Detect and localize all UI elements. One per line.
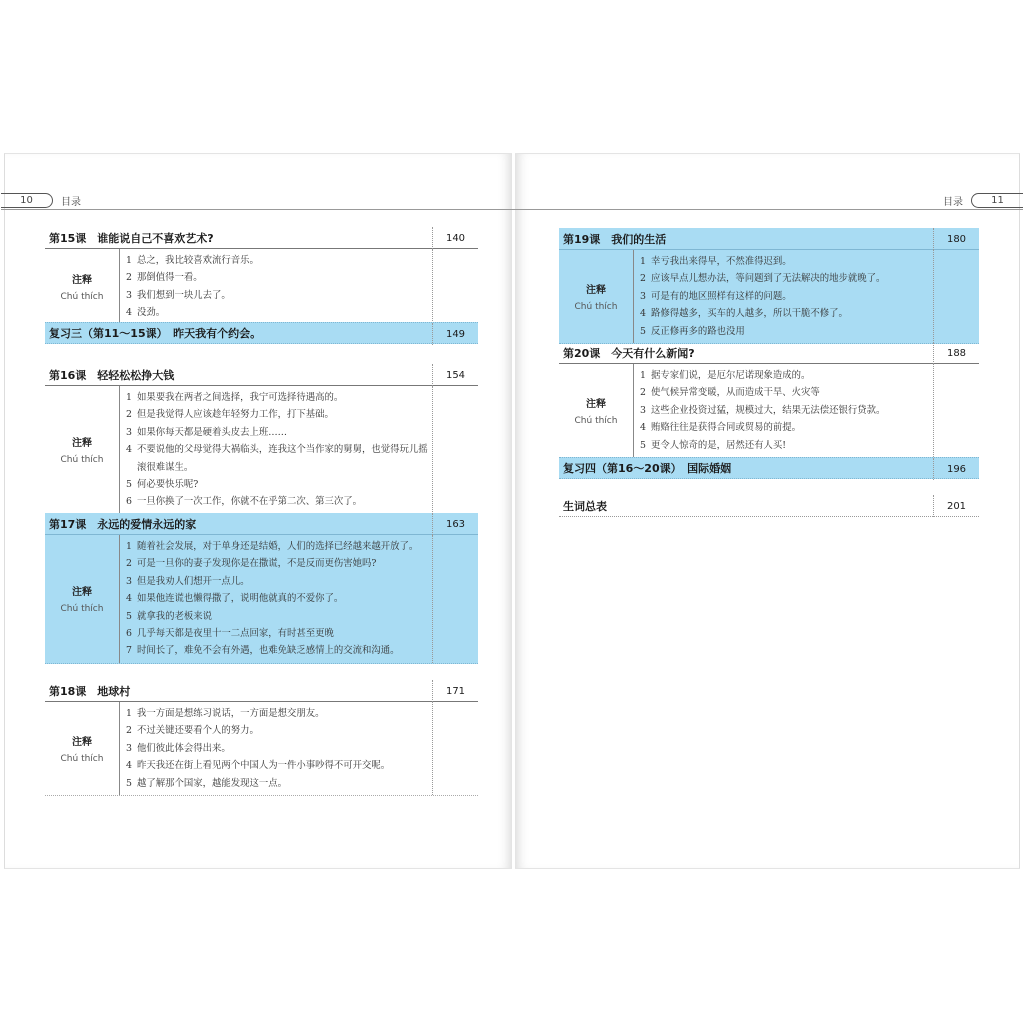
- lesson-notes: [45, 702, 478, 796]
- notes-label-vi: Chú thích: [574, 302, 618, 313]
- lesson-title-row[interactable]: [559, 342, 979, 364]
- vocabulary-index: [559, 495, 979, 517]
- note-item: 6 几乎每天都是夜里十一二点回家，有时甚至更晚: [126, 628, 334, 640]
- note-item: 4 如果他连谎也懒得撒了，说明他就真的不爱你了。: [126, 593, 344, 605]
- header-rule: [515, 209, 1023, 210]
- lesson-page: 163: [432, 513, 478, 535]
- notes-label-vi: Chú thích: [60, 604, 104, 615]
- lesson-title-row[interactable]: [45, 322, 478, 344]
- note-item: 1 我一方面是想练习说话，一方面是想交朋友。: [126, 708, 325, 719]
- note-item: 4 不要说他的父母觉得大祸临头，连我这个当作家的舅舅，也觉得玩儿摇滚很难谋生。: [126, 444, 428, 473]
- lesson-20: [559, 342, 979, 458]
- notes-label-zh: 注释: [586, 399, 606, 411]
- lesson-page: 171: [432, 680, 478, 702]
- notes-label-zh: 注释: [72, 737, 92, 749]
- note-item: 2 应该早点儿想办法，等问题到了无法解决的地步就晚了。: [640, 273, 886, 285]
- notes-label-zh: 注释: [72, 587, 92, 599]
- notes-label-vi: Chú thích: [60, 455, 104, 466]
- lesson-title: 第18课 地球村: [49, 684, 131, 698]
- note-item: 4 路修得越多，买车的人越多，所以干脆不修了。: [640, 308, 848, 320]
- lesson-title-row[interactable]: [45, 227, 478, 249]
- note-item: 2 那倒值得一看。: [126, 272, 203, 284]
- note-item: 3 但是我劝人们想开一点儿。: [126, 575, 250, 587]
- lesson-title-row[interactable]: [45, 513, 478, 535]
- note-item: 4 没劲。: [126, 307, 166, 319]
- note-item: 1 幸亏我出来得早，不然准得迟到。: [640, 256, 792, 267]
- lesson-title-row[interactable]: [45, 680, 478, 702]
- lesson-16: [45, 364, 478, 515]
- note-item: 3 他们彼此体会得出来。: [126, 742, 231, 754]
- note-item: 2 不过关键还要看个人的努力。: [126, 725, 259, 737]
- note-item: 5 就拿我的老板来说: [126, 610, 213, 622]
- notes-label-vi: Chú thích: [60, 754, 104, 765]
- lesson-notes: [45, 386, 478, 515]
- note-item: 3 可是有的地区照样有这样的问题。: [640, 290, 792, 302]
- notes-label: [45, 386, 119, 514]
- notes-label: [45, 535, 119, 663]
- lesson-18: [45, 680, 478, 796]
- review-3: [45, 322, 478, 344]
- note-item: 4 昨天我还在街上看见两个中国人为一件小事吵得不可开交呢。: [126, 760, 391, 772]
- left-page: [4, 153, 512, 869]
- note-item: 4 贿赂往往是获得合同或贸易的前提。: [640, 422, 802, 434]
- lesson-page: 149: [432, 323, 478, 345]
- lesson-title: 复习三（第11～15课） 昨天我有个约会。: [49, 327, 262, 340]
- left-page-header: [1, 192, 89, 208]
- lesson-title-row[interactable]: [559, 228, 979, 250]
- right-page: [515, 153, 1020, 869]
- lesson-notes: [559, 250, 979, 344]
- lesson-title: 复习四（第16～20课） 国际婚姻: [563, 462, 732, 475]
- note-item: 5 更令人惊奇的是，居然还有人买!: [640, 439, 787, 451]
- lesson-page: 196: [933, 458, 979, 480]
- lesson-page: 154: [432, 364, 478, 386]
- lesson-17: [45, 513, 478, 664]
- page-number: 11: [971, 193, 1023, 208]
- notes-label-zh: 注释: [586, 285, 606, 297]
- header-title: 目录: [943, 196, 963, 208]
- lesson-title: 第15课 谁能说自己不喜欢艺术?: [49, 231, 214, 245]
- right-page-header: [935, 192, 1023, 208]
- note-item: 2 但是我觉得人应该趁年轻努力工作，打下基础。: [126, 409, 334, 421]
- lesson-19: [559, 228, 979, 344]
- note-item: 3 如果你每天都是硬着头皮去上班……: [126, 426, 288, 438]
- note-item: 5 何必要快乐呢?: [126, 479, 199, 491]
- header-rule: [1, 209, 515, 210]
- notes-label-vi: Chú thích: [574, 416, 618, 427]
- note-item: 1 随着社会发展，对于单身还是结婚，人们的选择已经越来越开放了。: [126, 541, 419, 552]
- note-item: 1 据专家们说，是厄尔尼诺现象造成的。: [640, 370, 811, 381]
- lesson-page: 188: [933, 342, 979, 364]
- lesson-page: 140: [432, 227, 478, 249]
- page-number: 10: [1, 193, 53, 208]
- note-item: 1 总之，我比较喜欢流行音乐。: [126, 255, 259, 266]
- lesson-title-row[interactable]: [559, 457, 979, 479]
- lesson-notes: [45, 249, 478, 326]
- notes-label: [45, 249, 119, 325]
- lesson-page: 201: [933, 495, 979, 517]
- lesson-15: [45, 227, 478, 326]
- lesson-title: 生词总表: [563, 499, 607, 513]
- notes-label-vi: Chú thích: [60, 292, 104, 303]
- notes-label: [559, 364, 633, 457]
- note-item: 7 时间长了，难免不会有外遇，也难免缺乏感情上的交流和沟通。: [126, 645, 400, 657]
- lesson-title: 第19课 我们的生活: [563, 232, 667, 246]
- notes-label-zh: 注释: [72, 275, 92, 287]
- review-4: [559, 457, 979, 479]
- notes-label: [559, 250, 633, 343]
- note-item: 1 如果要我在两者之间选择，我宁可选择待遇高的。: [126, 392, 344, 403]
- lesson-page: 180: [933, 228, 979, 250]
- note-item: 3 这些企业投资过猛，规模过大，结果无法偿还银行贷款。: [640, 404, 886, 416]
- lesson-title-row[interactable]: [559, 495, 979, 517]
- lesson-notes: [45, 535, 478, 664]
- lesson-title: 第20课 今天有什么新闻?: [563, 346, 695, 360]
- note-item: 2 使气候异常变暖，从而造成干旱、火灾等: [640, 387, 820, 399]
- notes-label: [45, 702, 119, 795]
- note-item: 5 越了解那个国家，越能发现这一点。: [126, 777, 288, 789]
- lesson-title: 第17课 永远的爱情永远的家: [49, 517, 197, 531]
- notes-label-zh: 注释: [72, 438, 92, 450]
- lesson-title: 第16课 轻轻松松挣大钱: [49, 368, 175, 382]
- note-item: 6 一旦你换了一次工作，你就不在乎第二次、第三次了。: [126, 496, 363, 508]
- note-item: 5 反正修再多的路也没用: [640, 325, 745, 337]
- note-item: 2 可是一旦你的妻子发现你是在撒谎，不是反而更伤害她吗?: [126, 558, 377, 570]
- lesson-notes: [559, 364, 979, 458]
- note-item: 3 我们想到一块儿去了。: [126, 289, 231, 301]
- header-title: 目录: [61, 196, 81, 208]
- lesson-title-row[interactable]: [45, 364, 478, 386]
